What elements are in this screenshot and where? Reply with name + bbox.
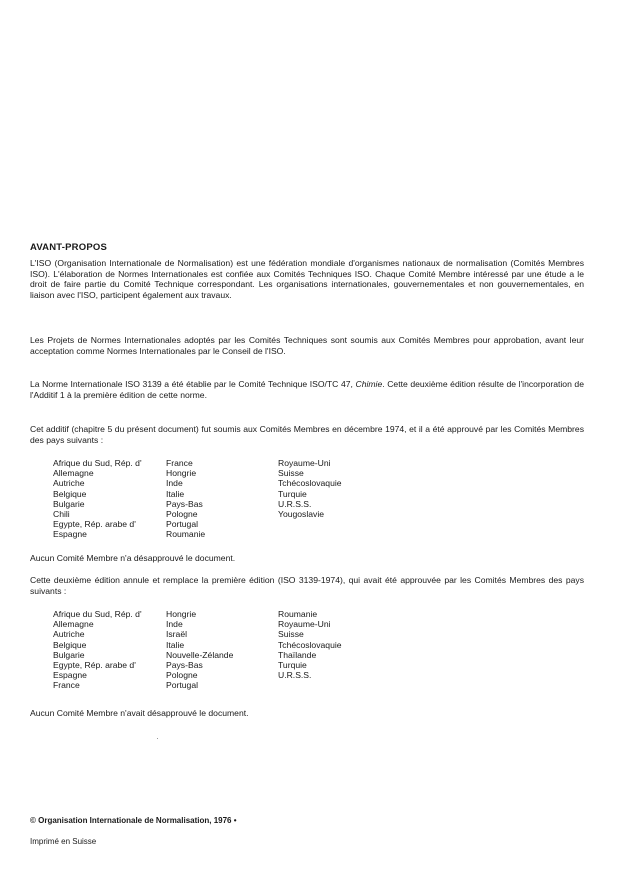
country-list-2-col-1 (53, 609, 142, 691)
country-item: Allemagne (53, 619, 94, 630)
country-item: Afrique du Sud, Rép. d' (53, 609, 142, 619)
page-title: AVANT-PROPOS (30, 242, 107, 253)
country-item: Turquie (278, 659, 307, 670)
country-item: Hongrie (166, 468, 197, 479)
copyright-line: © Organisation Internationale de Normalisation, 1976 • (30, 816, 237, 825)
country-item: Bulgarie (53, 649, 85, 660)
country-item: Turquie (278, 488, 307, 499)
standard-paragraph (30, 379, 584, 400)
country-item: Italie (166, 488, 185, 499)
country-item: Italie (166, 639, 185, 650)
projects-paragraph: Les Projets de Normes Internationales adoptés par les Comités Techniques sont soumis aux Comités Membres pour approbation, avant leur acceptation comme Normes Internationales par le Conseil de l'ISO. (30, 335, 584, 356)
country-item: Suisse (278, 468, 304, 479)
country-item: Autriche (53, 478, 85, 489)
committee-name: Chimie (355, 379, 383, 389)
country-item: Afrique du Sud, Rép. d' (53, 458, 142, 468)
country-item: Pologne (166, 508, 198, 519)
country-item: Autriche (53, 629, 85, 640)
country-item: Suisse (278, 629, 304, 640)
intro-paragraph: L'ISO (Organisation Internationale de Normalisation) est une fédération mondiale d'organismes nationaux de normalisation (Comités Membres ISO). L'élaboration de Normes Internationales est confiée aux Comités Techniques ISO. Chaque Comité Membre intéressé par une étude a le droit de faire partie du Comité Technique correspondant. Les organisations internationales, gouvernementales et non gouvernementales, en liaison avec l'ISO, participent également aux travaux. (30, 258, 584, 301)
country-list-1-col-2 (166, 458, 205, 540)
country-list-1-col-3 (278, 458, 342, 519)
country-item: Bulgarie (53, 498, 85, 509)
country-item: Chili (53, 508, 70, 519)
standard-text-a: La Norme Internationale ISO 3139 a été établie par le Comité Technique ISO/TC 47, (30, 379, 356, 389)
country-list-2-col-2 (166, 609, 233, 691)
country-item: Hongrie (166, 609, 197, 619)
country-item: Roumanie (278, 609, 318, 619)
country-item: Inde (166, 619, 183, 630)
country-item: Belgique (53, 639, 87, 650)
country-item: Egypte, Rép. arabe d' (53, 519, 136, 530)
country-item: Espagne (53, 529, 87, 540)
second-edition-paragraph: Cette deuxième édition annule et remplace la première édition (ISO 3139-1974), qui avait été approuvée par les Comités Membres des pays suivants : (30, 575, 584, 596)
country-item: Portugal (166, 680, 199, 691)
country-item: U.R.S.S. (278, 670, 312, 681)
country-list-1-col-1 (53, 458, 142, 540)
country-item: Roumanie (166, 529, 206, 540)
country-item: Thaïlande (278, 649, 317, 660)
country-item: Egypte, Rép. arabe d' (53, 659, 136, 670)
country-list-2-col-3 (278, 609, 342, 680)
stray-mark (157, 738, 158, 739)
country-item: Allemagne (53, 468, 94, 479)
country-item: Yougoslavie (278, 508, 325, 519)
country-item: Portugal (166, 519, 199, 530)
country-item: Tchécoslovaquie (278, 478, 342, 489)
country-item: Belgique (53, 488, 87, 499)
country-item: France (53, 680, 80, 691)
country-item: Pays-Bas (166, 498, 203, 509)
printed-in: Imprimé en Suisse (30, 837, 97, 846)
no-disapproval-paragraph-2: Aucun Comité Membre n'avait désapprouvé le document. (30, 708, 249, 718)
country-item: Israël (166, 629, 188, 640)
country-item: France (166, 458, 193, 468)
standard-text-c: . Cette deuxième édition résulte de l'incorporation de l'Additif 1 à la première édition de cette norme. (30, 379, 584, 400)
country-item: Pays-Bas (166, 659, 203, 670)
country-item: Royaume-Uni (278, 458, 331, 468)
country-item: Espagne (53, 670, 87, 681)
country-item: Tchécoslovaquie (278, 639, 342, 650)
country-item: Royaume-Uni (278, 619, 331, 630)
country-item: Nouvelle-Zélande (166, 649, 234, 660)
country-item: Inde (166, 478, 183, 489)
country-item: Pologne (166, 670, 198, 681)
no-disapproval-paragraph: Aucun Comité Membre n'a désapprouvé le document. (30, 553, 236, 563)
additive-paragraph: Cet additif (chapitre 5 du présent document) fut soumis aux Comités Membres en décembre 1974, et il a été approuvé par les Comités Membres des pays suivants : (30, 424, 584, 445)
country-item: U.R.S.S. (278, 498, 312, 509)
